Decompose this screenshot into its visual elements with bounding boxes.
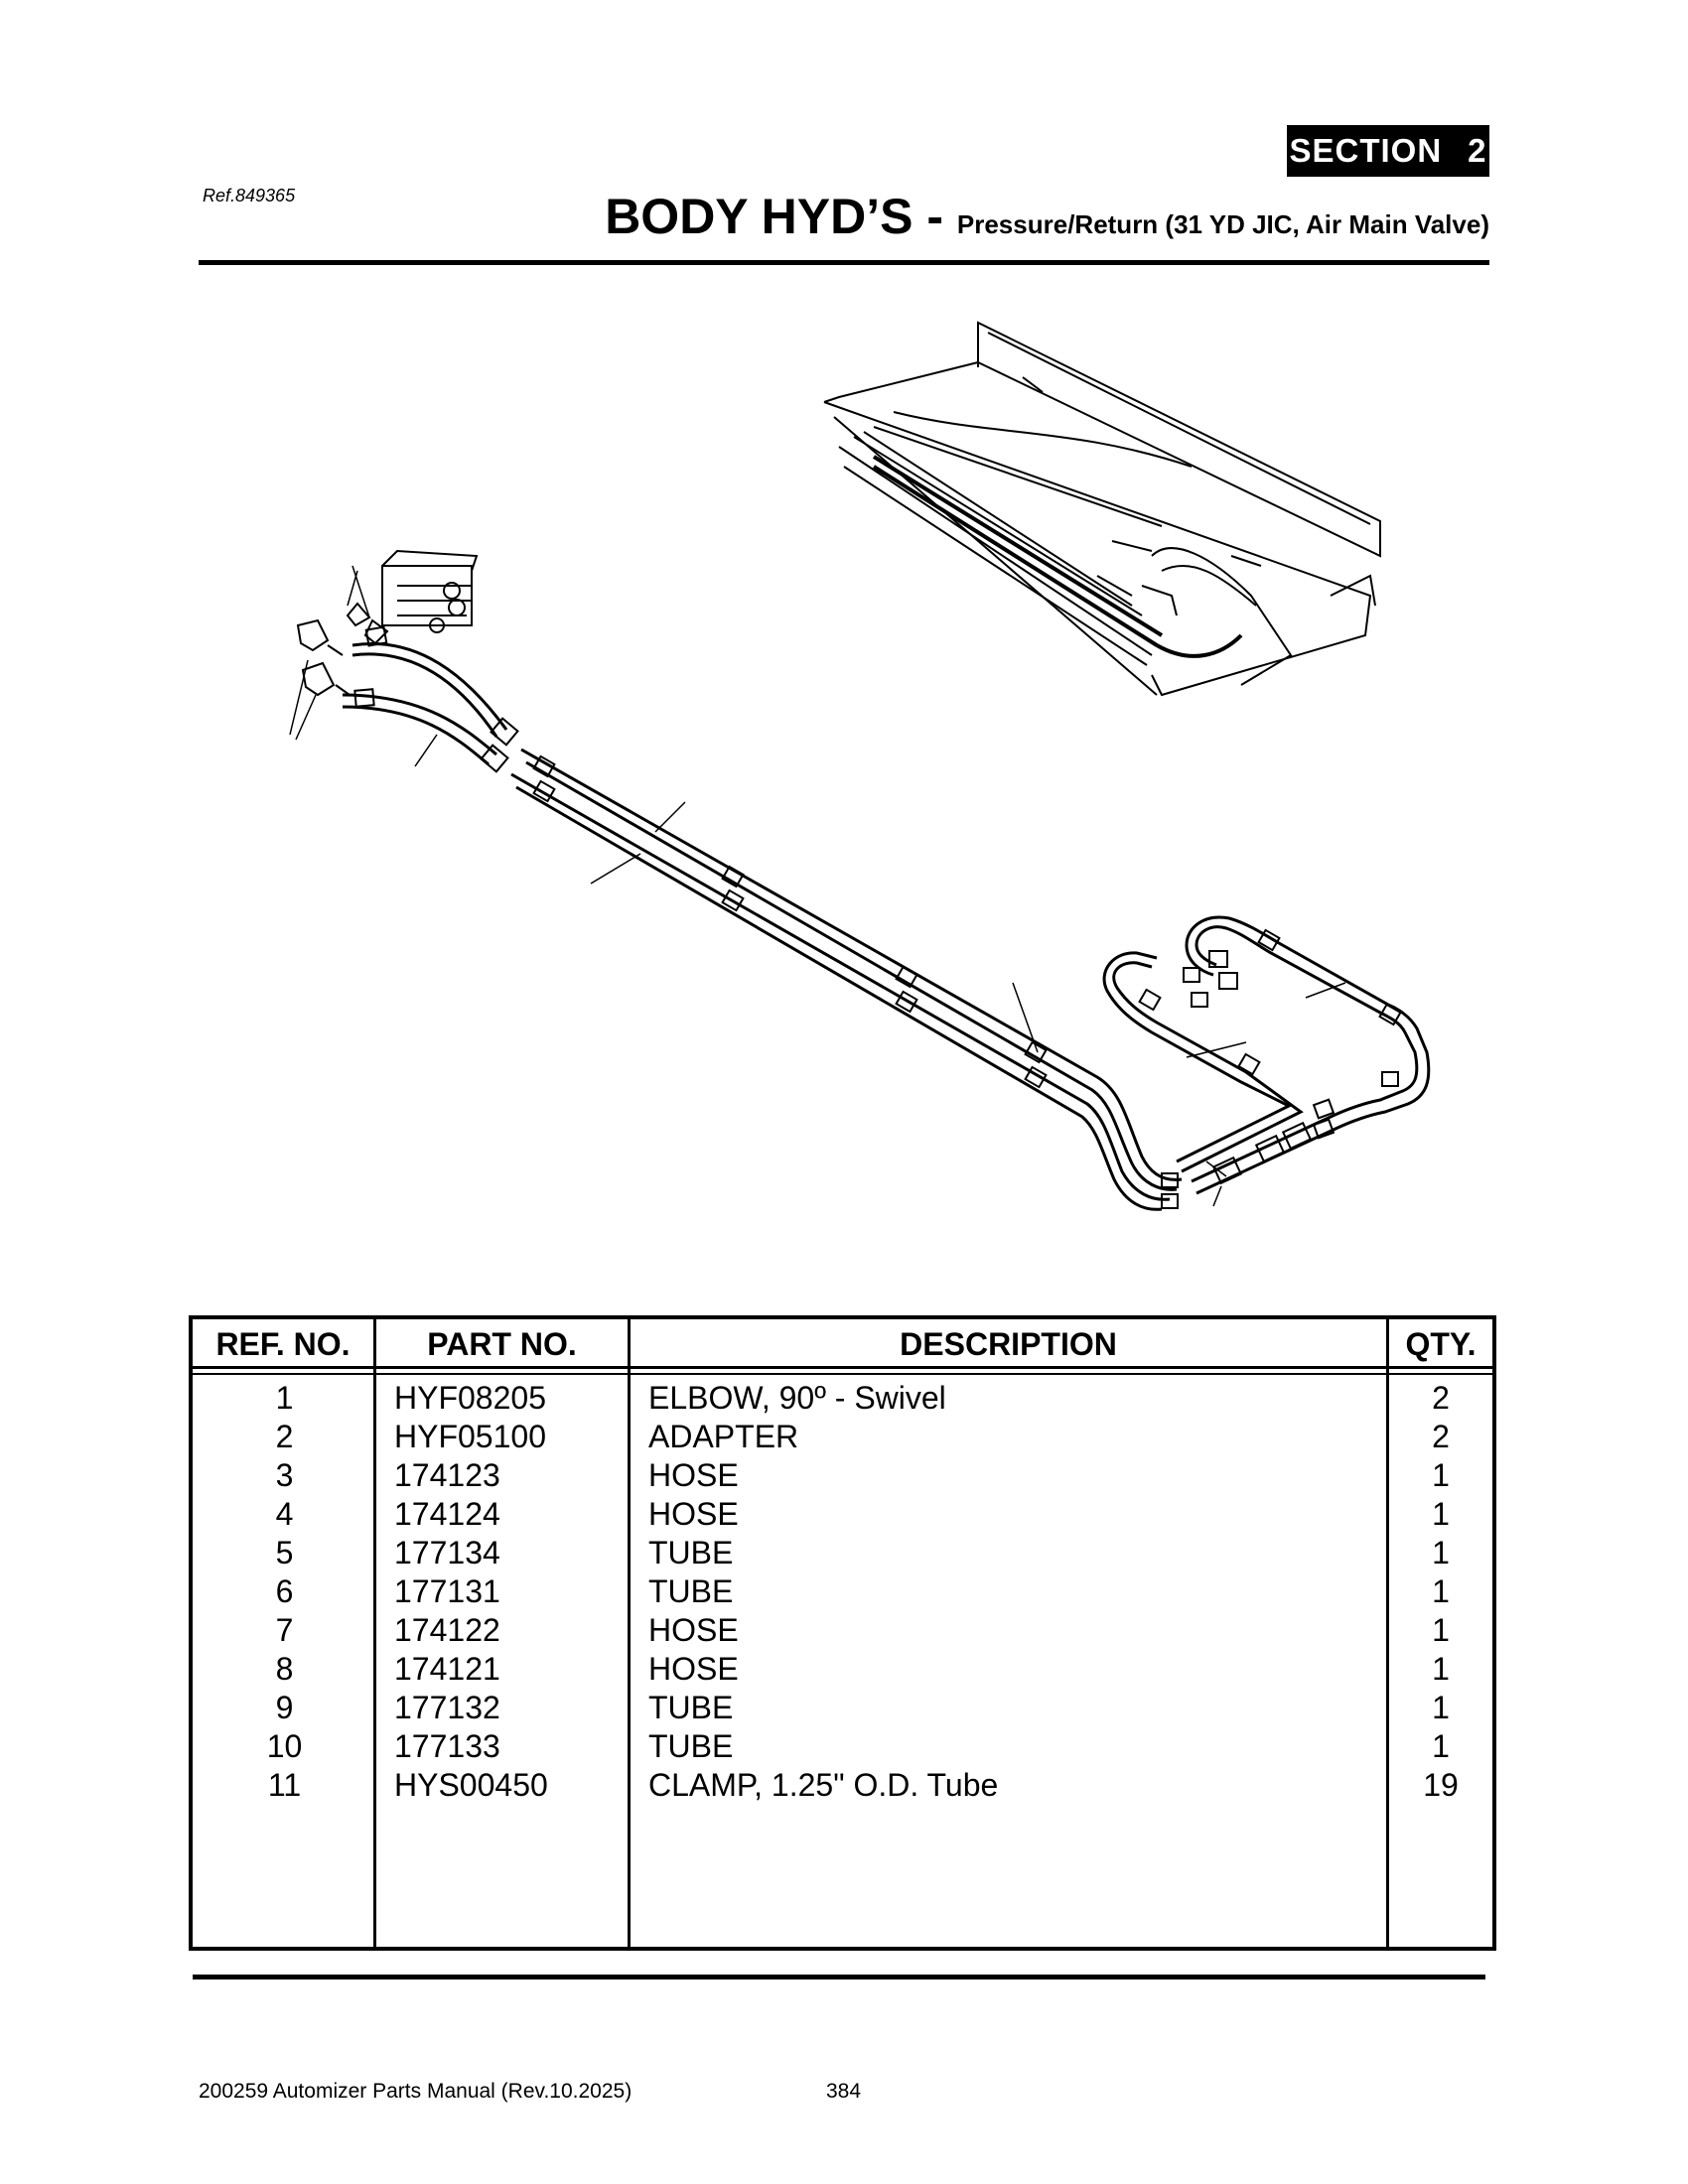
table-row: [193, 1572, 1492, 1611]
qty-cell: 2: [1432, 1419, 1450, 1454]
part-no-cell: 177132: [394, 1690, 500, 1725]
table-row: [193, 1766, 1492, 1805]
qty-cell: 19: [1423, 1767, 1459, 1803]
table-row: [193, 1727, 1492, 1766]
qty-cell: 1: [1432, 1690, 1450, 1725]
qty-cell: 1: [1432, 1612, 1450, 1648]
part-no-cell: 177134: [394, 1535, 500, 1570]
part-no-cell: 174122: [394, 1612, 500, 1648]
title-main: BODY HYD’S -: [605, 189, 957, 244]
header-qty: QTY.: [1405, 1326, 1477, 1362]
return-tubes: [1104, 917, 1429, 1193]
ref-no-cell: 2: [275, 1419, 294, 1454]
part-no-cell: 177131: [394, 1573, 500, 1609]
ref-no-cell: 3: [275, 1457, 294, 1493]
header-part-no: PART NO.: [376, 1319, 631, 1366]
footer-page-number: 384: [826, 2080, 862, 2103]
description-cell: HOSE: [648, 1612, 739, 1648]
footer-manual-title: 200259 Automizer Parts Manual (Rev.10.2025): [199, 2080, 633, 2103]
description-cell: CLAMP, 1.25" O.D. Tube: [648, 1767, 999, 1803]
ref-no-cell: 10: [266, 1728, 303, 1764]
ref-no-cell: 4: [275, 1496, 294, 1532]
leader-lines: [290, 566, 1345, 1206]
description-cell: TUBE: [648, 1535, 734, 1570]
ref-no-cell: 1: [275, 1380, 294, 1416]
title-subtitle: Pressure/Return (31 YD JIC, Air Main Valve): [956, 209, 1489, 239]
elbow-fittings: [298, 620, 350, 695]
description-cell: HOSE: [648, 1457, 739, 1493]
page-title: [605, 187, 1489, 254]
description-cell: HOSE: [648, 1496, 739, 1532]
qty-cell: 1: [1432, 1651, 1450, 1687]
qty-cell: 1: [1432, 1496, 1450, 1532]
qty-cell: 2: [1432, 1380, 1450, 1416]
table-row: [193, 1456, 1492, 1495]
table-body: [193, 1379, 1492, 1805]
section-number: 2: [1468, 132, 1487, 169]
hoses: [343, 643, 506, 764]
part-no-cell: HYS00450: [394, 1767, 548, 1803]
part-no-cell: HYF08205: [394, 1380, 546, 1416]
table-row: [193, 1495, 1492, 1534]
qty-cell: 1: [1432, 1728, 1450, 1764]
part-no-cell: 177133: [394, 1728, 500, 1764]
description-cell: ELBOW, 90º - Swivel: [648, 1380, 946, 1416]
top-rule: [199, 260, 1489, 265]
ref-no-cell: 9: [275, 1690, 294, 1725]
ref-no-cell: 5: [275, 1535, 294, 1570]
header-description: DESCRIPTION: [631, 1319, 1389, 1366]
qty-cell: 1: [1432, 1535, 1450, 1570]
ref-no-cell: 6: [275, 1573, 294, 1609]
description-cell: ADAPTER: [648, 1419, 799, 1454]
table-row: [193, 1650, 1492, 1689]
body-frame-inset: [824, 323, 1380, 695]
description-cell: TUBE: [648, 1690, 734, 1725]
qty-cell: 1: [1432, 1457, 1450, 1493]
part-no-cell: 174121: [394, 1651, 500, 1687]
ref-no-cell: 7: [275, 1612, 294, 1648]
ref-no-cell: 11: [267, 1767, 302, 1803]
long-tubes: [511, 750, 1182, 1209]
table-row: [193, 1418, 1492, 1456]
section-label: SECTION: [1289, 132, 1443, 169]
table-header: [193, 1319, 1492, 1369]
table-row: [193, 1379, 1492, 1418]
qty-cell: 1: [1432, 1573, 1450, 1609]
part-no-cell: 174123: [394, 1457, 500, 1493]
section-badge: [1287, 125, 1489, 177]
hydraulic-line-diagram: [0, 298, 1688, 1251]
table-row: [193, 1611, 1492, 1650]
bottom-rule: [193, 1975, 1485, 1979]
table-row: [193, 1534, 1492, 1572]
description-cell: HOSE: [648, 1651, 739, 1687]
parts-table: [189, 1315, 1496, 1951]
header-ref-no: REF. NO.: [193, 1319, 376, 1366]
description-cell: TUBE: [648, 1573, 734, 1609]
description-cell: TUBE: [648, 1728, 734, 1764]
part-no-cell: HYF05100: [394, 1419, 546, 1454]
table-row: [193, 1689, 1492, 1727]
part-no-cell: 174124: [394, 1496, 500, 1532]
reference-number: Ref.849365: [203, 186, 296, 205]
ref-no-cell: 8: [275, 1651, 294, 1687]
